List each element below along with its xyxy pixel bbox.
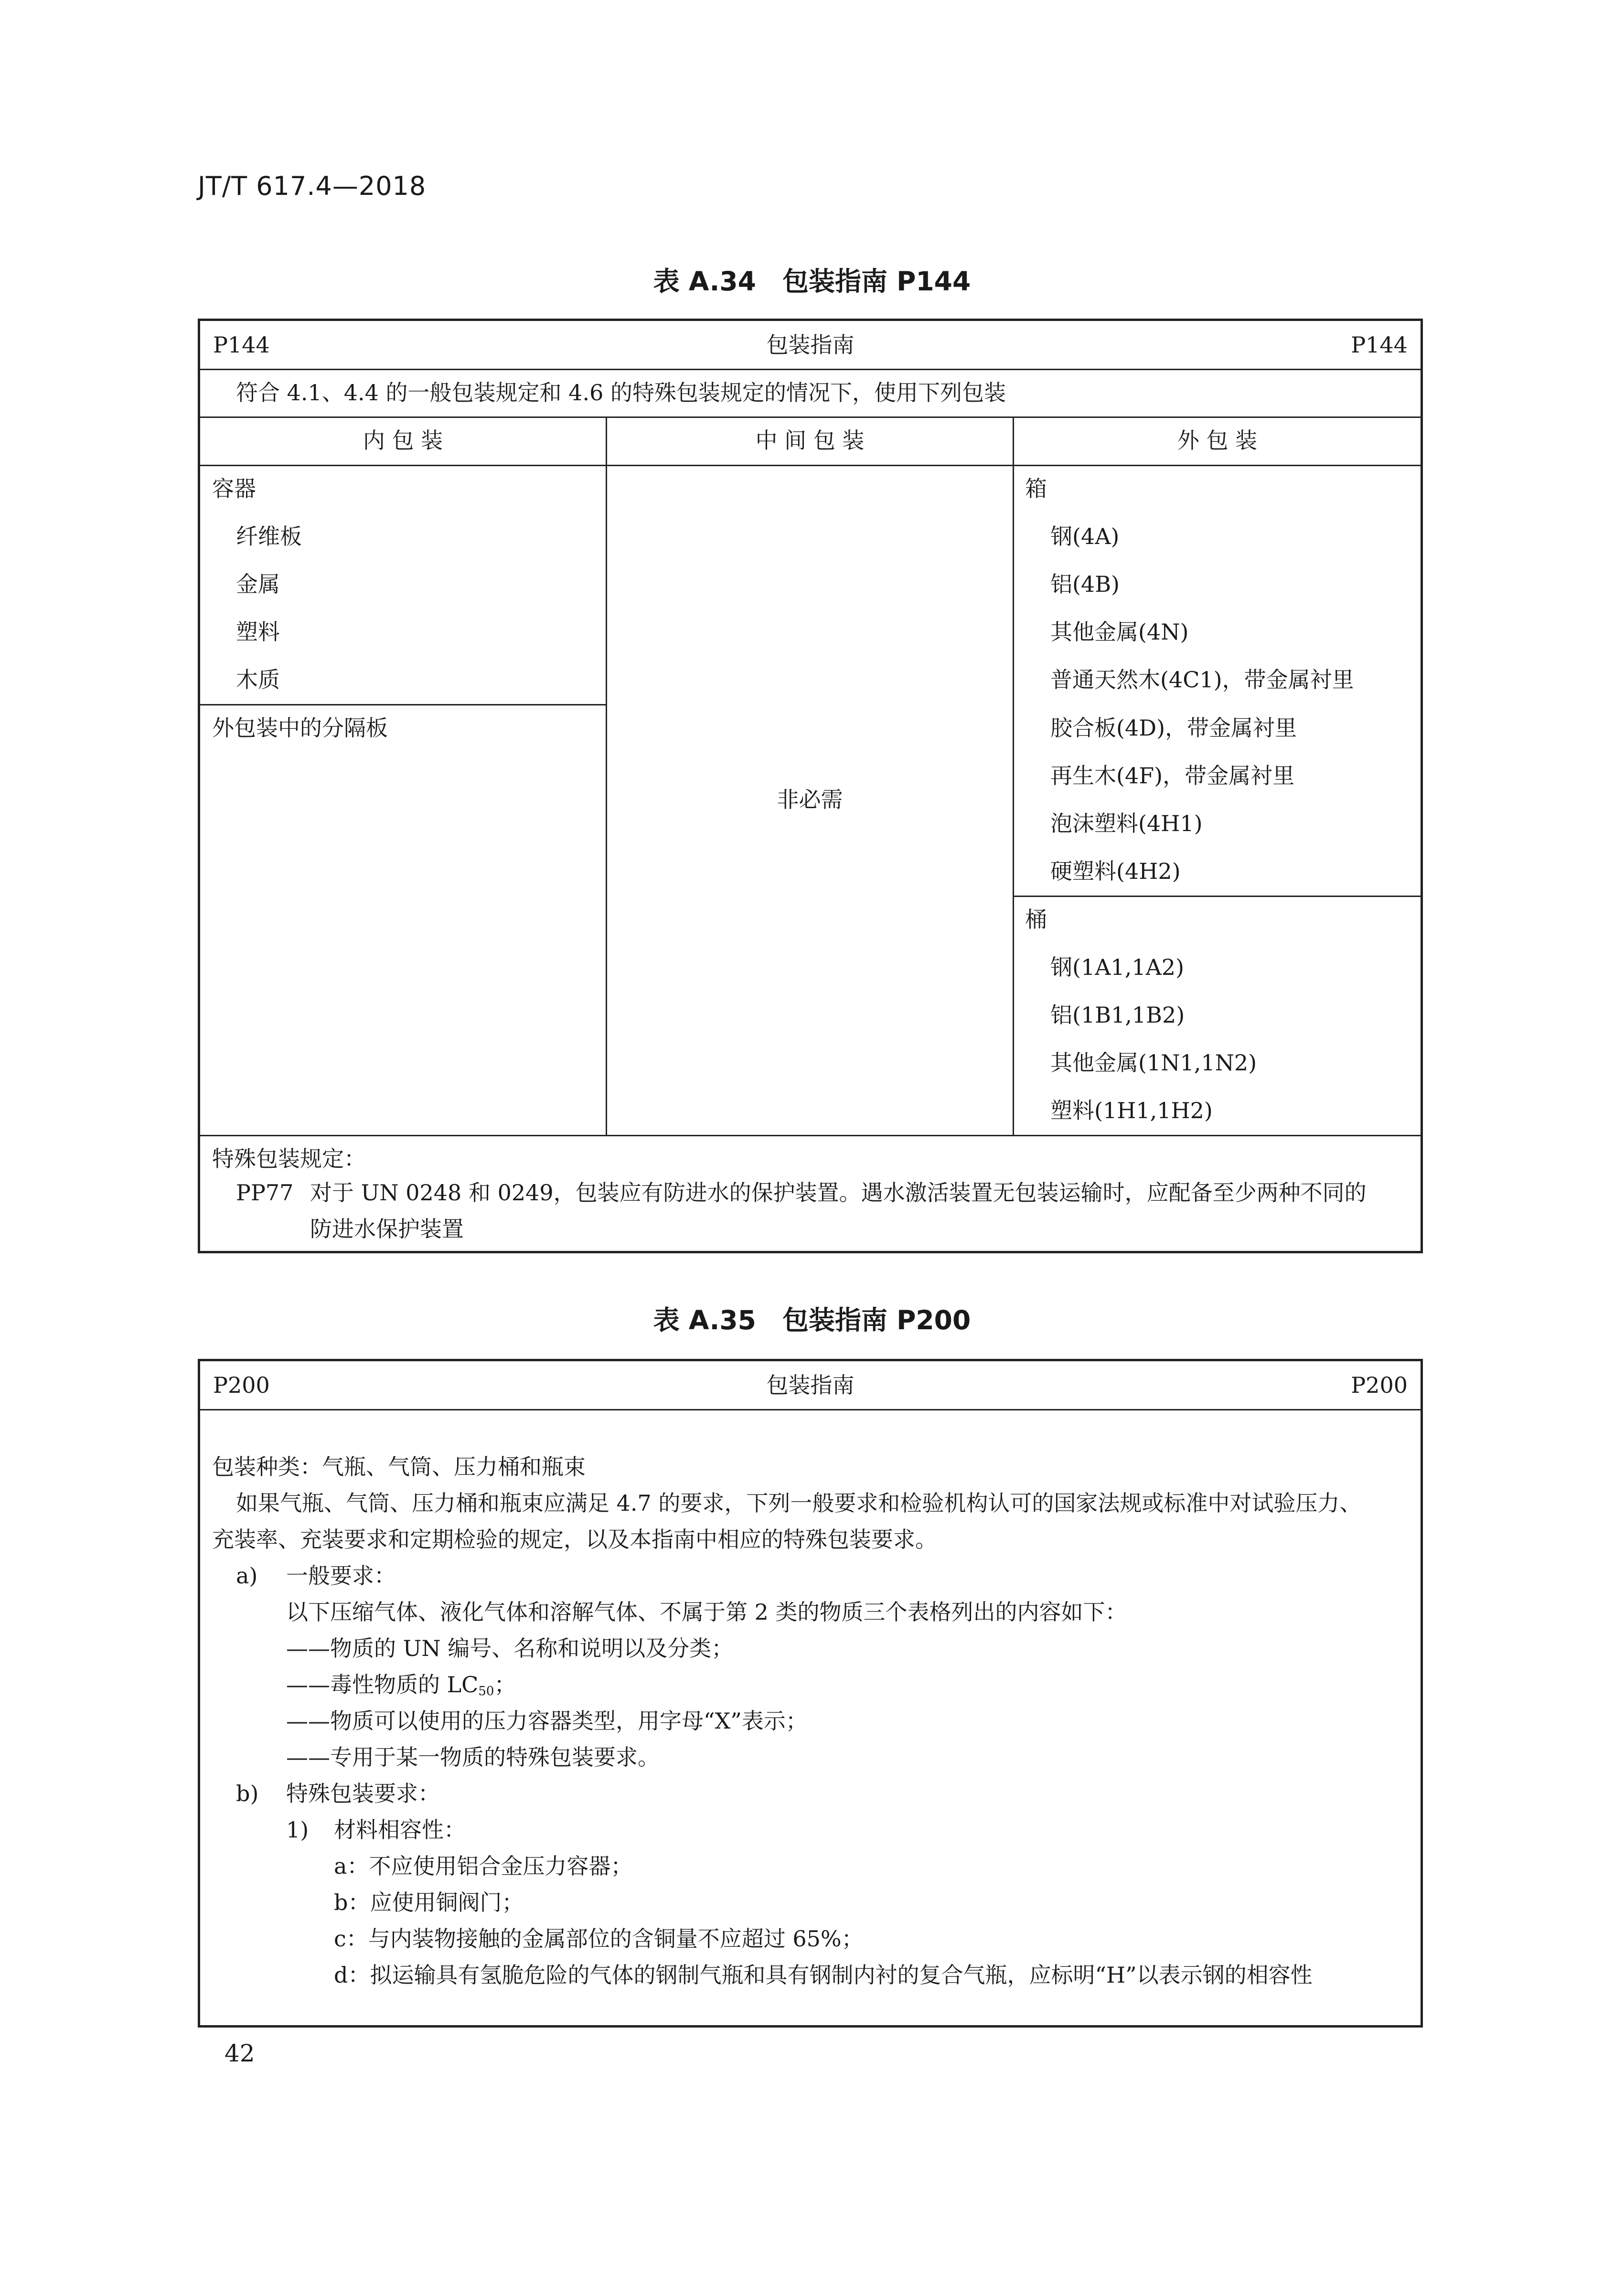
outer-box-item: 再生木(4F)，带金属衬里 (1050, 763, 1295, 789)
outer-drum-item: 其他金属(1N1,1N2) (1050, 1050, 1257, 1076)
sub-item-label: 1) (286, 1817, 309, 1843)
lc-text: ——毒性物质的 LC (286, 1672, 479, 1697)
table-a35-caption: 表 A.35 包装指南 P200 (653, 1305, 971, 1335)
col-header-outer: 外 包 装 (1177, 427, 1258, 453)
list-item: ——专用于某一物质的特殊包装要求。 (286, 1744, 660, 1770)
outer-box-item: 硬塑料(4H2) (1050, 858, 1181, 884)
table-a34-title: 包装指南 (766, 332, 855, 358)
body-paragraph: 如果气瓶、气筒、压力桶和瓶束应满足 4.7 的要求，下列一般要求和检验机构认可的国家法规或标准中对试验压力、 (236, 1490, 1362, 1516)
list-item: ——物质可以使用的压力容器类型，用字母“X”表示； (286, 1708, 808, 1734)
list-item: ——物质的 UN 编号、名称和说明以及分类； (286, 1635, 734, 1661)
column-divider (1013, 416, 1014, 1135)
list-item: c：与内装物接触的金属部位的含铜量不应超过 65%； (334, 1926, 864, 1952)
item-label: b) (236, 1781, 259, 1806)
outer-box-item: 胶合板(4D)，带金属衬里 (1050, 715, 1297, 741)
lc-suffix: ； (494, 1672, 516, 1697)
table-a34 (198, 319, 1423, 1253)
table-a34-caption: 表 A.34 包装指南 P144 (653, 266, 971, 297)
item-label: a) (236, 1563, 258, 1589)
item-title: 特殊包装要求： (286, 1781, 440, 1806)
special-line: 对于 UN 0248 和 0249，包装应有防进水的保护装置。遇水激活装置无包装运输时，应配备至少两种不同的 (310, 1180, 1367, 1206)
table-a35-code-left: P200 (213, 1372, 270, 1398)
inner-item: 纤维板 (236, 523, 302, 549)
outer-box-item: 其他金属(4N) (1050, 619, 1189, 645)
table-a35-code-right: P200 (1351, 1372, 1408, 1398)
item-description: 以下压缩气体、液化气体和溶解气体、不属于第 2 类的物质三个表格列出的内容如下： (286, 1599, 1127, 1625)
body-paragraph: 充装率、充装要求和定期检验的规定，以及本指南中相应的特殊包装要求。 (212, 1527, 937, 1552)
outer-box-item: 钢(4A) (1050, 523, 1120, 549)
special-heading: 特殊包装规定： (212, 1146, 366, 1172)
standard-code: JT/T 617.4—2018 (198, 171, 427, 201)
inner-item: 塑料 (236, 619, 280, 645)
table-a35-rule (200, 1409, 1421, 1410)
outer-drum-item: 塑料(1H1,1H2) (1050, 1098, 1213, 1123)
item-title: 一般要求： (286, 1563, 396, 1589)
sub-item-title: 材料相容性： (334, 1817, 466, 1843)
inner-heading: 容器 (212, 476, 256, 502)
outer-box-item: 泡沫塑料(4H1) (1050, 811, 1203, 836)
outer-box-heading: 箱 (1025, 476, 1047, 502)
list-item: b：应使用铜阀门； (334, 1890, 524, 1915)
table-a35 (198, 1359, 1423, 2028)
table-a34-rule (200, 465, 1421, 466)
table-a34-rule (200, 1135, 1421, 1136)
special-code: PP77 (236, 1180, 294, 1206)
outer-drum-item: 铝(1B1,1B2) (1050, 1002, 1185, 1028)
list-item: d：拟运输具有氢脆危险的气体的钢制气瓶和具有钢制内衬的复合气瓶，应标明“H”以表示钢的相容性 (334, 1962, 1313, 1988)
list-item: a：不应使用铝合金压力容器； (334, 1853, 633, 1879)
packaging-type: 包装种类：气瓶、气筒、压力桶和瓶束 (212, 1454, 586, 1480)
table-a34-code-right: P144 (1351, 332, 1408, 358)
table-a34-code-left: P144 (213, 332, 270, 358)
lc-subscript: 50 (478, 1684, 494, 1698)
table-a35-title: 包装指南 (766, 1372, 855, 1398)
page-number: 42 (224, 2039, 255, 2067)
outer-box-item: 普通天然木(4C1)，带金属衬里 (1050, 667, 1354, 693)
inner-item: 金属 (236, 571, 280, 597)
outer-rule (1013, 896, 1421, 897)
outer-box-item: 铝(4B) (1050, 571, 1120, 597)
special-line: 防进水保护装置 (310, 1216, 464, 1242)
col-header-inner: 内 包 装 (363, 427, 443, 453)
middle-value: 非必需 (777, 787, 843, 812)
outer-drum-heading: 桶 (1025, 907, 1047, 932)
col-header-middle: 中 间 包 装 (755, 427, 865, 453)
inner-item: 木质 (236, 667, 280, 693)
inner-extra: 外包装中的分隔板 (212, 715, 388, 741)
table-a34-intro: 符合 4.1、4.4 的一般包装规定和 4.6 的特殊包装规定的情况下，使用下列包装 (236, 380, 1006, 406)
outer-drum-item: 钢(1A1,1A2) (1050, 954, 1185, 980)
